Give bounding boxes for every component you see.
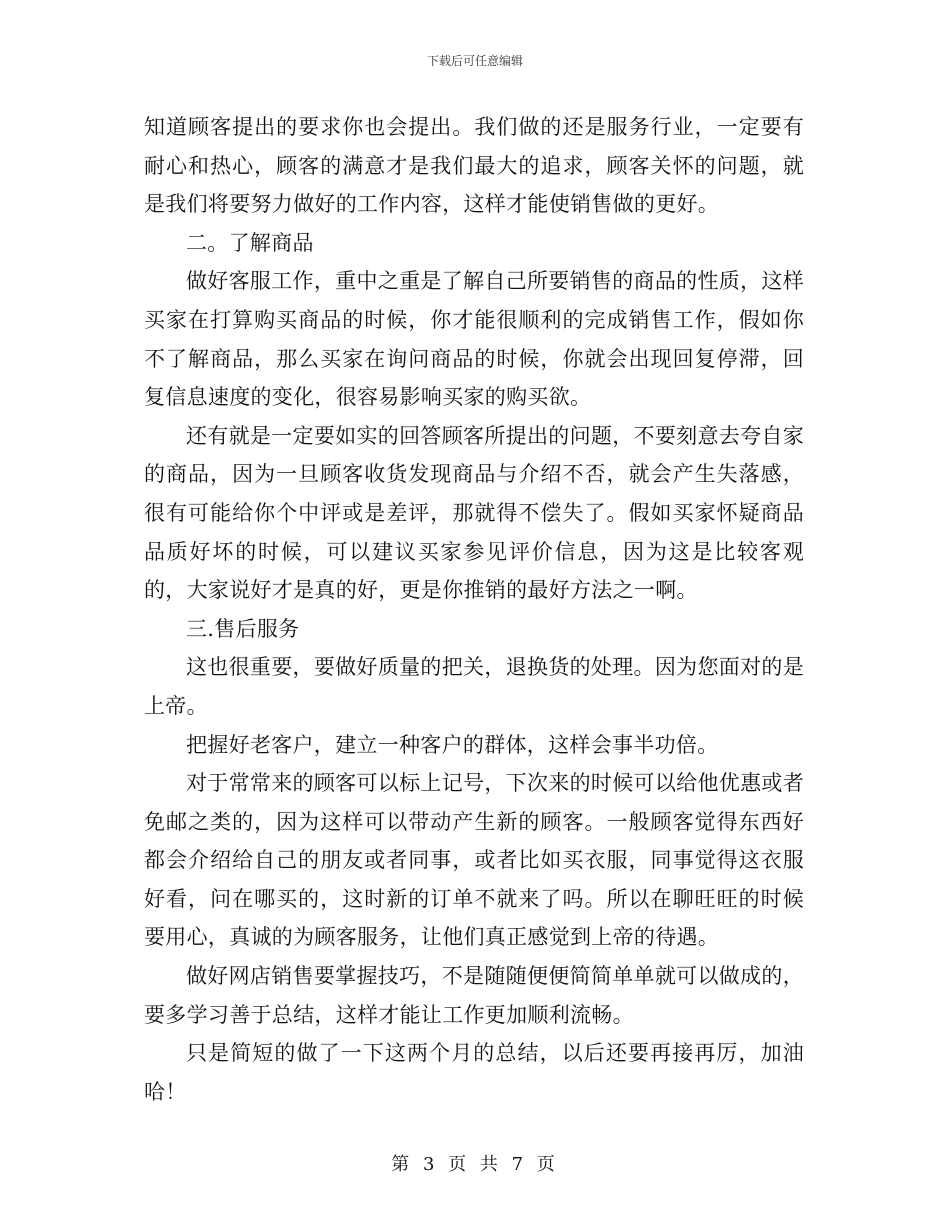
paragraph: 做好客服工作，重中之重是了解自己所要销售的商品的性质，这样买家在打算购买商品的时候，你才能很顺利的完成销售工作，假如你不了解商品，那么买家在询问商品的时候，你就会出现回复停滞，回复信息速度的变化，很容易影响买家的购买欲。 (144, 269, 804, 410)
section-heading: 二。了解商品 (186, 230, 314, 255)
paragraph: 知道顾客提出的要求你也会提出。我们做的还是服务行业，一定要有耐心和热心，顾客的满意才是我们最大的追求，顾客关怀的问题，就是我们将要努力做好的工作内容，这样才能使销售做的更好。 (144, 115, 804, 217)
paragraph: 只是简短的做了一下这两个月的总结，以后还要再接再厉，加油哈！ (144, 1041, 804, 1104)
page-number: 第 3 页 共 7 页 (391, 1154, 559, 1175)
section-heading: 三.售后服务 (186, 616, 300, 641)
paragraph: 还有就是一定要如实的回答顾客所提出的问题，不要刻意去夸自家的商品，因为一旦顾客收货发现商品与介绍不否，就会产生失落感，很有可能给你个中评或是差评，那就得不偿失了。假如买家怀疑商品品质好坏的时候，可以建议买家参见评价信息，因为这是比较客观的，大家说好才是真的好，更是你推销的最好方法之一啊。 (144, 423, 804, 603)
paragraph: 做好网店销售要掌握技巧，不是随随便便简简单单就可以做成的，要多学习善于总结，这样才能让工作更加顺利流畅。 (144, 964, 804, 1027)
page-header: 下载后可任意编辑 (426, 54, 523, 68)
paragraph: 这也很重要，要做好质量的把关，退换货的处理。因为您面对的是上帝。 (144, 655, 804, 718)
paragraph: 把握好老客户，建立一种客户的群体，这样会事半功倍。 (186, 732, 719, 757)
document-body (144, 108, 804, 1111)
paragraph: 对于常常来的顾客可以标上记号，下次来的时候可以给他优惠或者免邮之类的，因为这样可以带动产生新的顾客。一般顾客觉得东西好都会介绍给自己的朋友或者同事，或者比如买衣服，同事觉得这衣服好看，问在哪买的，这时新的订单不就来了吗。所以在聊旺旺的时候要用心，真诚的为顾客服务，让他们真正感觉到上帝的待遇。 (144, 771, 804, 950)
